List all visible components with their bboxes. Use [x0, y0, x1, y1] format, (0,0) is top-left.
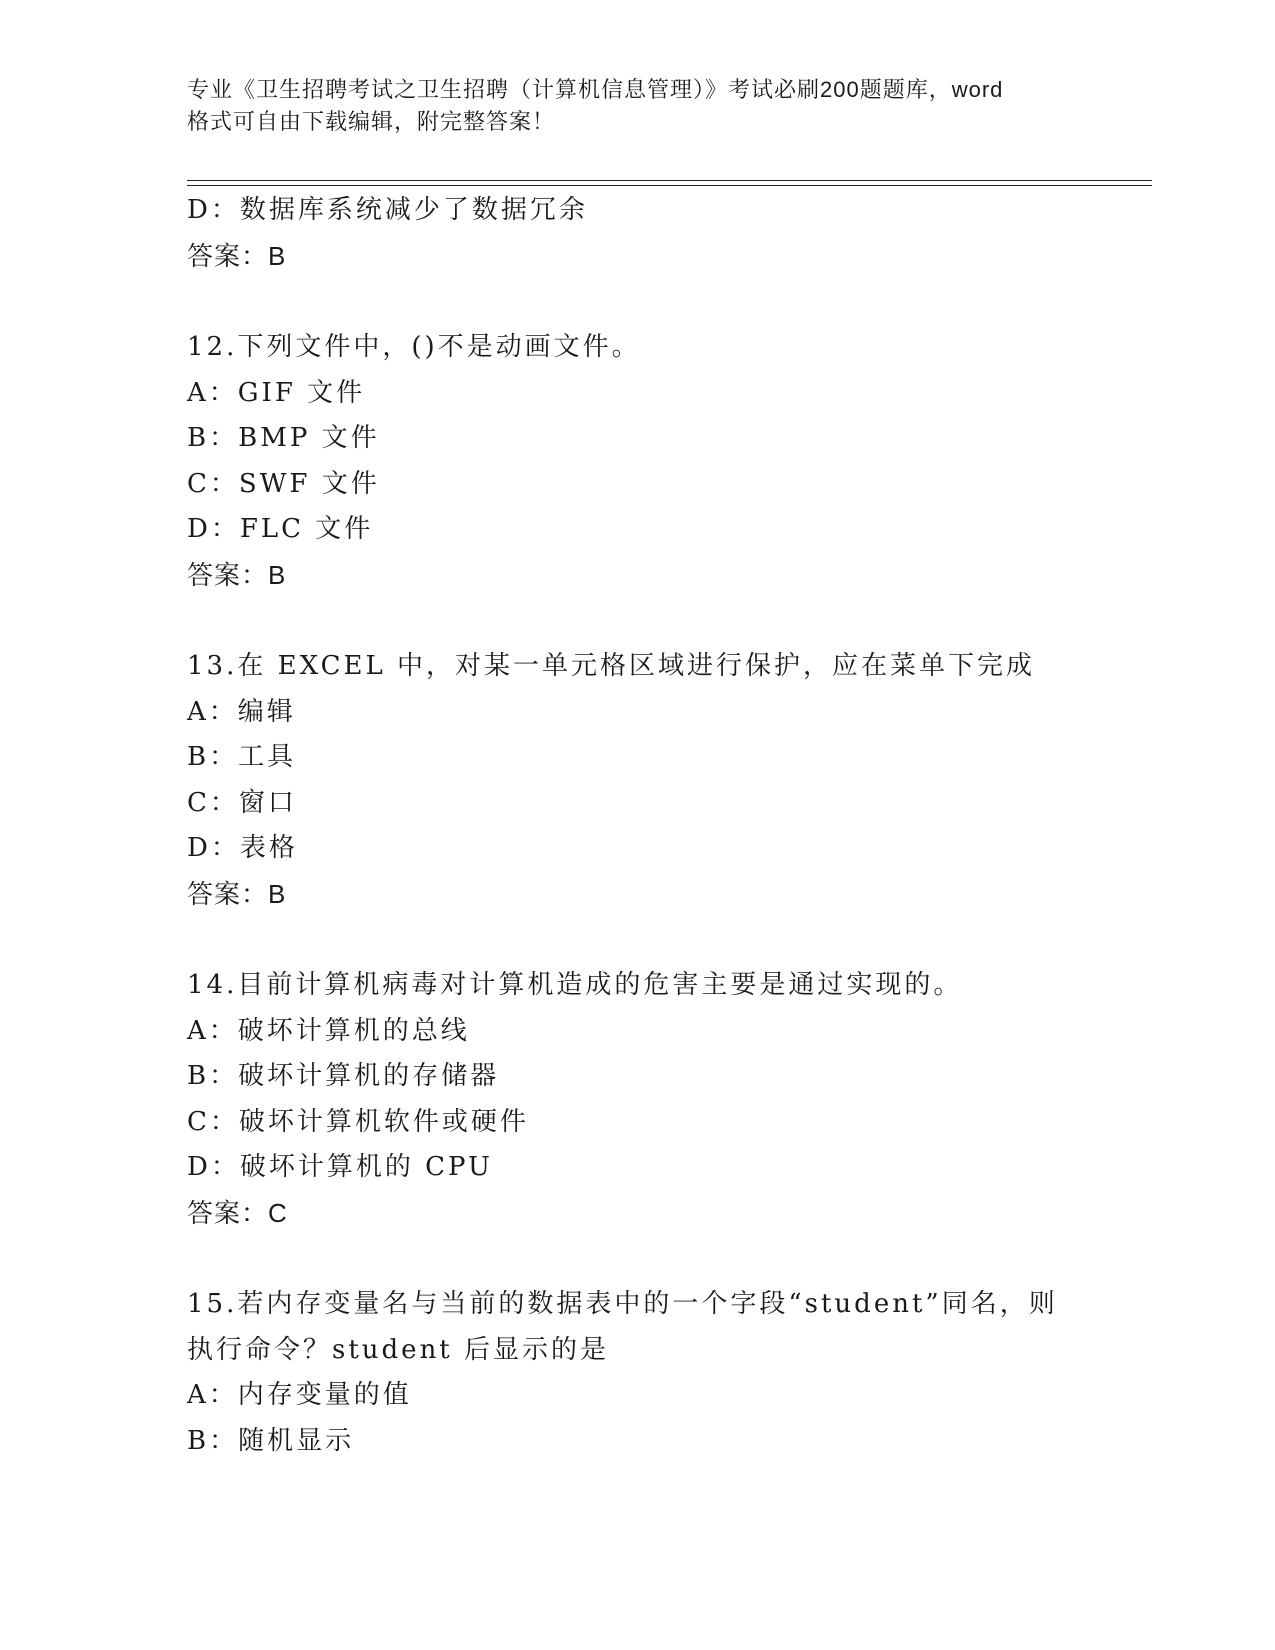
spacer	[187, 598, 1137, 644]
question-15-option-b: B：随机显示	[187, 1425, 355, 1456]
question-13-option-c: C：窗口	[187, 787, 297, 818]
question-list	[187, 188, 1137, 1464]
spacer	[187, 917, 1137, 963]
question-15-option-a: A：内存变量的值	[187, 1380, 412, 1410]
question-13-option-d: D：表格	[187, 833, 298, 863]
question-14-option-d: D：破坏计算机的 CPU	[187, 1152, 493, 1182]
question-12-text: 12.下列文件中，()不是动画文件。	[187, 332, 641, 362]
question-15-text-line-2: 执行命令？student 后显示的是	[187, 1334, 610, 1365]
question-14-option-c: C：破坏计算机软件或硬件	[187, 1106, 529, 1137]
question-14-answer: 答案：C	[187, 1197, 288, 1228]
question-12-option-b: B：BMP 文件	[187, 423, 380, 453]
header-divider-bottom	[187, 185, 1152, 186]
question-12-option-c: C：SWF 文件	[187, 468, 380, 499]
question-13-text: 13.在 EXCEL 中，对某一单元格区域进行保护，应在菜单下完成	[187, 651, 1036, 681]
question-13-option-b: B：工具	[187, 742, 297, 772]
question-13-option-a: A：编辑	[187, 696, 296, 727]
spacer	[187, 1236, 1137, 1282]
question-14-option-b: B：破坏计算机的存储器	[187, 1061, 500, 1091]
question-12-answer: 答案：B	[187, 559, 287, 590]
document-header	[187, 74, 1087, 138]
question-13-answer: 答案：B	[187, 878, 287, 909]
question-12-option-d: D：FLC 文件	[187, 514, 374, 544]
header-title-line-2: 格式可自由下载编辑，附完整答案！	[187, 109, 556, 134]
header-title-line-1: 专业《卫生招聘考试之卫生招聘（计算机信息管理）》考试必刷200题题库，word	[187, 77, 1004, 102]
question-14-option-a: A：破坏计算机的总线	[187, 1015, 470, 1046]
question-12-option-a: A：GIF 文件	[187, 377, 366, 408]
question-14-text: 14.目前计算机病毒对计算机造成的危害主要是通过实现的。	[187, 970, 963, 1000]
prev-option-d: D：数据库系统减少了数据冗余	[187, 195, 588, 225]
prev-answer: 答案：B	[187, 240, 287, 271]
header-divider-top	[187, 180, 1152, 181]
spacer	[187, 279, 1137, 325]
question-15-text-line-1: 15.若内存变量名与当前的数据表中的一个字段“student”同名，则	[187, 1289, 1058, 1319]
